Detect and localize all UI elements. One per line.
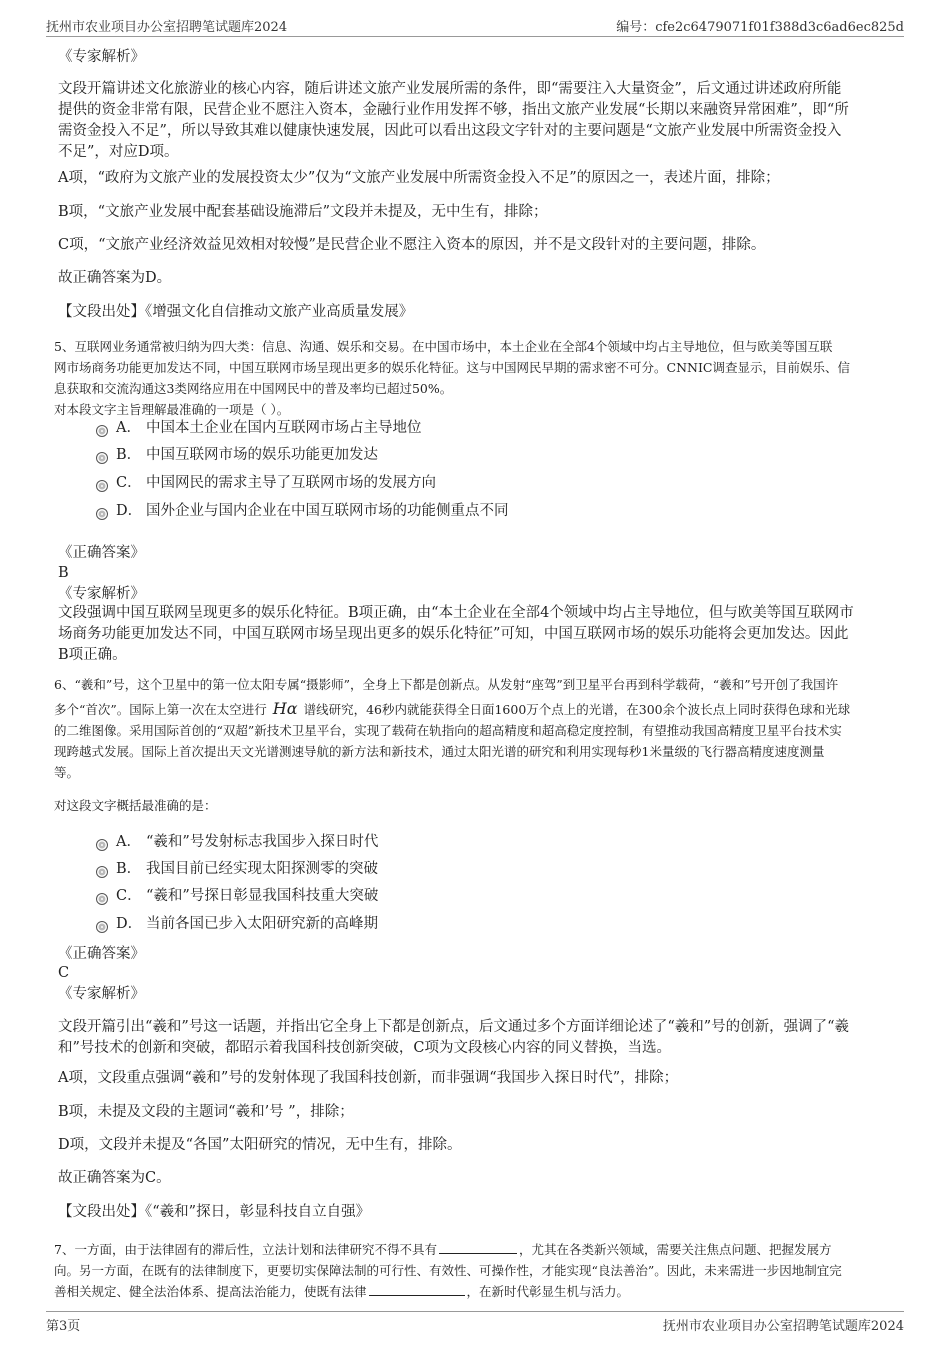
q5-analysis-line: 文段强调中国互联网呈现更多的娱乐化特征。B项正确，由“本土企业在全部4个领域中均占主导地位，但与欧美等国互联网市 — [58, 605, 854, 621]
header-code: 编号：cfe2c6479071f01f388d3c6ad6ec825d — [616, 20, 904, 35]
q4-analysis-line: 文段开篇讲述文化旅游业的核心内容，随后讲述文旅产业发展所需的条件，即“需要注入大量资金”，后文通过讲述政府所能 — [58, 81, 842, 97]
q6-option-b-analysis: B项，未提及文段的主题词“羲和’号 ”，排除； — [58, 1104, 354, 1120]
q6-stem-line: 的二维图像。采用国际首创的“双超”新技术卫星平台，实现了载荷在轨指向的超高精度和超高稳定度控制，有望推动我国高精度卫星平台技术实 — [54, 723, 842, 738]
q6-question: 对这段文字概括最准确的是： — [54, 798, 217, 813]
q6-analysis-line: 文段开篇引出“羲和”号这一话题，并指出它全身上下都是创新点，后文通过多个方面详细论述了“羲和”号的创新，强调了“羲 — [58, 1019, 850, 1035]
q6-answer: C — [58, 965, 70, 981]
radio-icon[interactable] — [96, 425, 108, 437]
q7-stem-line: 向。另一方面，在既有的法律制度下，更要切实保障法制的可行性、有效性、可操作性，才能实现“良法善治”。因此，未来需进一步因地制宜完 — [54, 1263, 842, 1278]
q4-analysis-line: 需资金投入不足”，所以导致其难以健康快速发展，因此可以看出这段文字针对的主要问题是“文旅产业发展中所需资金投入 — [58, 123, 842, 139]
fill-blank-1[interactable] — [439, 1239, 517, 1254]
radio-icon[interactable] — [96, 893, 108, 905]
q4-analysis-line: 不足”，对应D项。 — [58, 144, 179, 160]
q6-answer-label: 《正确答案》 — [58, 946, 145, 962]
footer-page-number: 第3页 — [46, 1319, 81, 1334]
q6-stem-line: 6、“羲和”号，这个卫星中的第一位太阳专属“摄影师”，全身上下都是创新点。从发射“座驾”到卫星平台再到科学载荷，“羲和”号开创了我国许 — [54, 677, 839, 692]
q6-option-d[interactable]: D． 当前各国已步入太阳研究新的高峰期 — [96, 914, 378, 934]
q4-option-b-analysis: B项，“文旅产业发展中配套基础设施滞后”文段并未提及，无中生有，排除； — [58, 204, 548, 220]
q6-option-b[interactable]: B． 我国目前已经实现太阳探测零的突破 — [96, 859, 378, 879]
q5-answer-label: 《正确答案》 — [58, 545, 145, 561]
q5-option-a[interactable]: A． 中国本土企业在国内互联网市场占主导地位 — [96, 418, 422, 438]
q6-analysis-line: 和”号技术的创新和突破，都昭示着我国科技创新突破，C项为文段核心内容的同义替换，当选。 — [58, 1040, 672, 1056]
q4-analysis — [58, 79, 896, 163]
q4-option-a-analysis: A项，“政府为文旅产业的发展投资太少”仅为“文旅产业发展中所需资金投入不足”的原因之一，表述片面，排除； — [58, 170, 780, 186]
q5-option-b[interactable]: B． 中国互联网市场的娱乐功能更加发达 — [96, 445, 378, 465]
q4-option-c-analysis: C项，“文旅产业经济效益见效相对较慢”是民营企业不愿注入资本的原因，并不是文段针对的主要问题，排除。 — [58, 237, 766, 253]
q6-option-d-analysis: D项，文段并未提及“各国”太阳研究的情况，无中生有，排除。 — [58, 1137, 462, 1153]
q6-option-a[interactable]: A． “羲和”号发射标志我国步入探日时代 — [96, 832, 378, 852]
radio-icon[interactable] — [96, 866, 108, 878]
q6-analysis-label: 《专家解析》 — [58, 986, 145, 1002]
q6-option-a-analysis: A项，文段重点强调“羲和”号的发射体现了我国科技创新，而非强调“我国步入探日时代”，排除； — [58, 1070, 679, 1086]
q6-stem-line: 多个“首次”。国际上第一次在太空进行 Hα 谱线研究，46秒内就能获得全日面1600万个点上的光谱，在300余个波长点上同时获得色球和光球 — [54, 699, 851, 718]
q5-analysis-line: B项正确。 — [58, 647, 127, 663]
q6-conclusion: 故正确答案为C。 — [58, 1170, 171, 1186]
q6-stem-line: 现跨越式发展。国际上首次提出天文光谱测速导航的新方法和新技术，通过太阳光谱的研究和利用实现每秒1米量级的飞行器高精度速度测量 — [54, 744, 825, 759]
q5-option-d[interactable]: D． 国外企业与国内企业在中国互联网市场的功能侧重点不同 — [96, 501, 509, 521]
radio-icon[interactable] — [96, 480, 108, 492]
q4-analysis-label: 《专家解析》 — [58, 49, 145, 65]
header-divider — [46, 36, 904, 37]
q4-analysis-line: 提供的资金非常有限，民营企业不愿注入资本，金融行业作用发挥不够，指出文旅产业发展“长期以来融资异常困难”，即“所 — [58, 102, 849, 118]
radio-icon[interactable] — [96, 508, 108, 520]
q5-answer: B — [58, 565, 69, 581]
q7-stem — [54, 1239, 900, 1302]
radio-icon[interactable] — [96, 921, 108, 933]
q4-conclusion: 故正确答案为D。 — [58, 270, 172, 286]
q5-stem-line: 息获取和交流沟通这3类网络应用在中国网民中的普及率均已超过50%。 — [54, 381, 453, 396]
q4-source: 【文段出处】《增强文化自信推动文旅产业高质量发展》 — [58, 304, 414, 320]
q5-analysis-label: 《专家解析》 — [58, 586, 145, 602]
q5-stem-line: 网市场商务功能更加发达不同，中国互联网市场呈现出更多的娱乐化特征。这与中国网民早期的需求密不可分。CNNIC调查显示，目前娱乐、信 — [54, 360, 850, 375]
q5-stem — [54, 336, 900, 420]
header-title: 抚州市农业项目办公室招聘笔试题库2024 — [46, 20, 288, 35]
footer-title: 抚州市农业项目办公室招聘笔试题库2024 — [662, 1319, 904, 1334]
footer-divider — [46, 1311, 904, 1312]
q7-stem-line: 7、一方面，由于法律固有的滞后性，立法计划和法律研究不得不具有 ，尤其在各类新兴领域，需要关注焦点问题、把握发展方 — [54, 1239, 900, 1260]
q5-stem-line: 对本段文字主旨理解最准确的一项是（ ）。 — [54, 402, 290, 417]
q5-option-c[interactable]: C． 中国网民的需求主导了互联网市场的发展方向 — [96, 473, 436, 493]
radio-icon[interactable] — [96, 839, 108, 851]
q5-stem-line: 5、互联网业务通常被归纳为四大类：信息、沟通、娱乐和交易。在中国市场中，本土企业在全部4个领域中均占主导地位，但与欧美等国互联 — [54, 339, 833, 354]
q6-stem-line: 等。 — [54, 765, 80, 780]
h-alpha-formula: Hα — [272, 699, 298, 718]
q7-stem-line: 善相关规定、健全法治体系、提高法治能力，使既有法律 ，在新时代彰显生机与活力。 — [54, 1281, 900, 1302]
radio-icon[interactable] — [96, 452, 108, 464]
q6-stem — [54, 674, 900, 783]
q5-analysis — [58, 603, 896, 666]
q6-option-c[interactable]: C． “羲和”号探日彰显我国科技重大突破 — [96, 886, 378, 906]
fill-blank-2[interactable] — [369, 1281, 465, 1296]
q6-source: 【文段出处】《“羲和”探日，彰显科技自立自强》 — [58, 1204, 371, 1220]
q5-analysis-line: 场商务功能更加发达不同，中国互联网市场呈现出更多的娱乐化特征”可知，中国互联网市场的娱乐功能将会更加发达。因此 — [58, 626, 849, 642]
q6-analysis — [58, 1017, 896, 1059]
